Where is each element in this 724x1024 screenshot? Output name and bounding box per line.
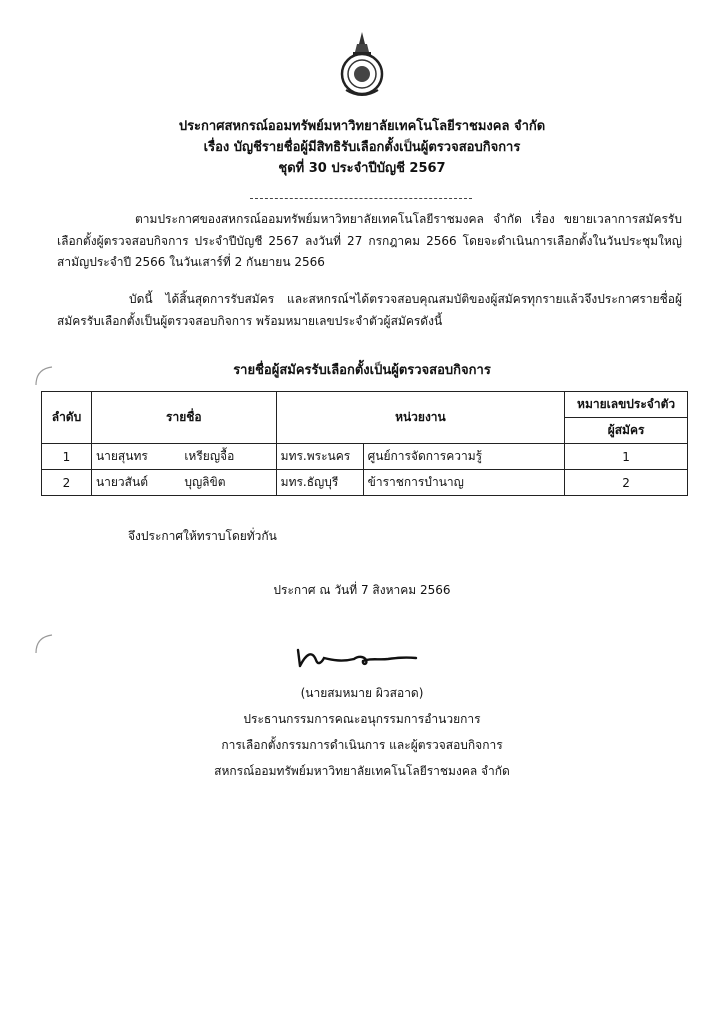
row-department: ศูนย์การจัดการความรู้ xyxy=(363,444,565,470)
divider-dashed xyxy=(250,198,472,199)
row-department: ข้าราชการบำนาญ xyxy=(363,470,565,496)
row-number: 2 xyxy=(42,470,92,496)
row-first-name: นายสุนทร xyxy=(91,444,166,470)
heading-org: ประกาศสหกรณ์ออมทรัพย์มหาวิทยาลัยเทคโนโลยีราชมงคล จำกัด xyxy=(178,119,546,134)
row-first-name: นายวสันต์ xyxy=(91,470,166,496)
signatory-name: (นายสมหมาย ผิวสอาด) xyxy=(300,686,424,700)
header-unit: หน่วยงาน xyxy=(276,392,565,444)
row-campus: มทร.พระนคร xyxy=(276,444,363,470)
table-row xyxy=(42,444,688,470)
university-seal-emblem xyxy=(337,30,387,98)
candidate-table xyxy=(41,391,688,496)
row-number: 1 xyxy=(42,444,92,470)
signatory-title-2: การเลือกตั้งกรรมการดำเนินการ และผู้ตรวจสอบกิจการ xyxy=(221,738,503,752)
table-title: รายชื่อผู้สมัครรับเลือกตั้งเป็นผู้ตรวจสอบกิจการ xyxy=(233,363,491,378)
row-code: 2 xyxy=(565,470,688,496)
heading-subject: เรื่อง บัญชีรายชื่อผู้มีสิทธิรับเลือกตั้งเป็นผู้ตรวจสอบกิจการ xyxy=(203,140,521,155)
signatory-block xyxy=(0,680,724,784)
punch-hole-mark xyxy=(32,363,58,389)
row-last-name: บุญลิขิต xyxy=(166,470,276,496)
body-paragraph-1: ตามประกาศของสหกรณ์ออมทรัพย์มหาวิทยาลัยเทคโนโลยีราชมงคล จำกัด เรื่อง ขยายเวลาการสมัครรับเลือกตั้งผู้ตรวจสอบกิจการ ประจำปีบัญชี 2567 ลงวันที่ 27 กรกฎาคม 2566 โดยจะดำเนินการเลือกตั้งในวันประชุมใหญ่สามัญประจำปี 2566 ในวันเสาร์ที่ 2 กันยายน 2566 xyxy=(57,212,682,269)
body-paragraph-2: บัดนี้ ได้สิ้นสุดการรับสมัคร และสหกรณ์ฯได้ตรวจสอบคุณสมบัติของผู้สมัครทุกรายแล้วจึงประกาศรายชื่อผู้สมัครรับเลือกตั้งเป็นผู้ตรวจสอบกิจการ พร้อมหมายเลขประจำตัวผู้สมัครดังนี้ xyxy=(57,292,682,328)
table-row xyxy=(42,470,688,496)
header-code-top: หมายเลขประจำตัว xyxy=(565,392,688,418)
signatory-title-1: ประธานกรรมการคณะอนุกรรมการอำนวยการ xyxy=(243,712,481,726)
heading-set: ชุดที่ 30 ประจำปีบัญชี 2567 xyxy=(278,161,446,176)
row-campus: มทร.ธัญบุรี xyxy=(276,470,363,496)
closing-statement: จึงประกาศให้ทราบโดยทั่วกัน xyxy=(128,529,277,543)
punch-hole-mark xyxy=(32,631,58,657)
header-number: ลำดับ xyxy=(42,392,92,444)
announcement-heading xyxy=(0,116,724,179)
row-last-name: เหรียญจื้อ xyxy=(166,444,276,470)
signatory-title-3: สหกรณ์ออมทรัพย์มหาวิทยาลัยเทคโนโลยีราชมงคล จำกัด xyxy=(214,764,510,778)
handwritten-signature xyxy=(292,638,422,672)
announcement-date: ประกาศ ณ วันที่ 7 สิงหาคม 2566 xyxy=(273,583,451,597)
header-name: รายชื่อ xyxy=(91,392,276,444)
header-code-bottom: ผู้สมัคร xyxy=(565,418,688,444)
row-code: 1 xyxy=(565,444,688,470)
